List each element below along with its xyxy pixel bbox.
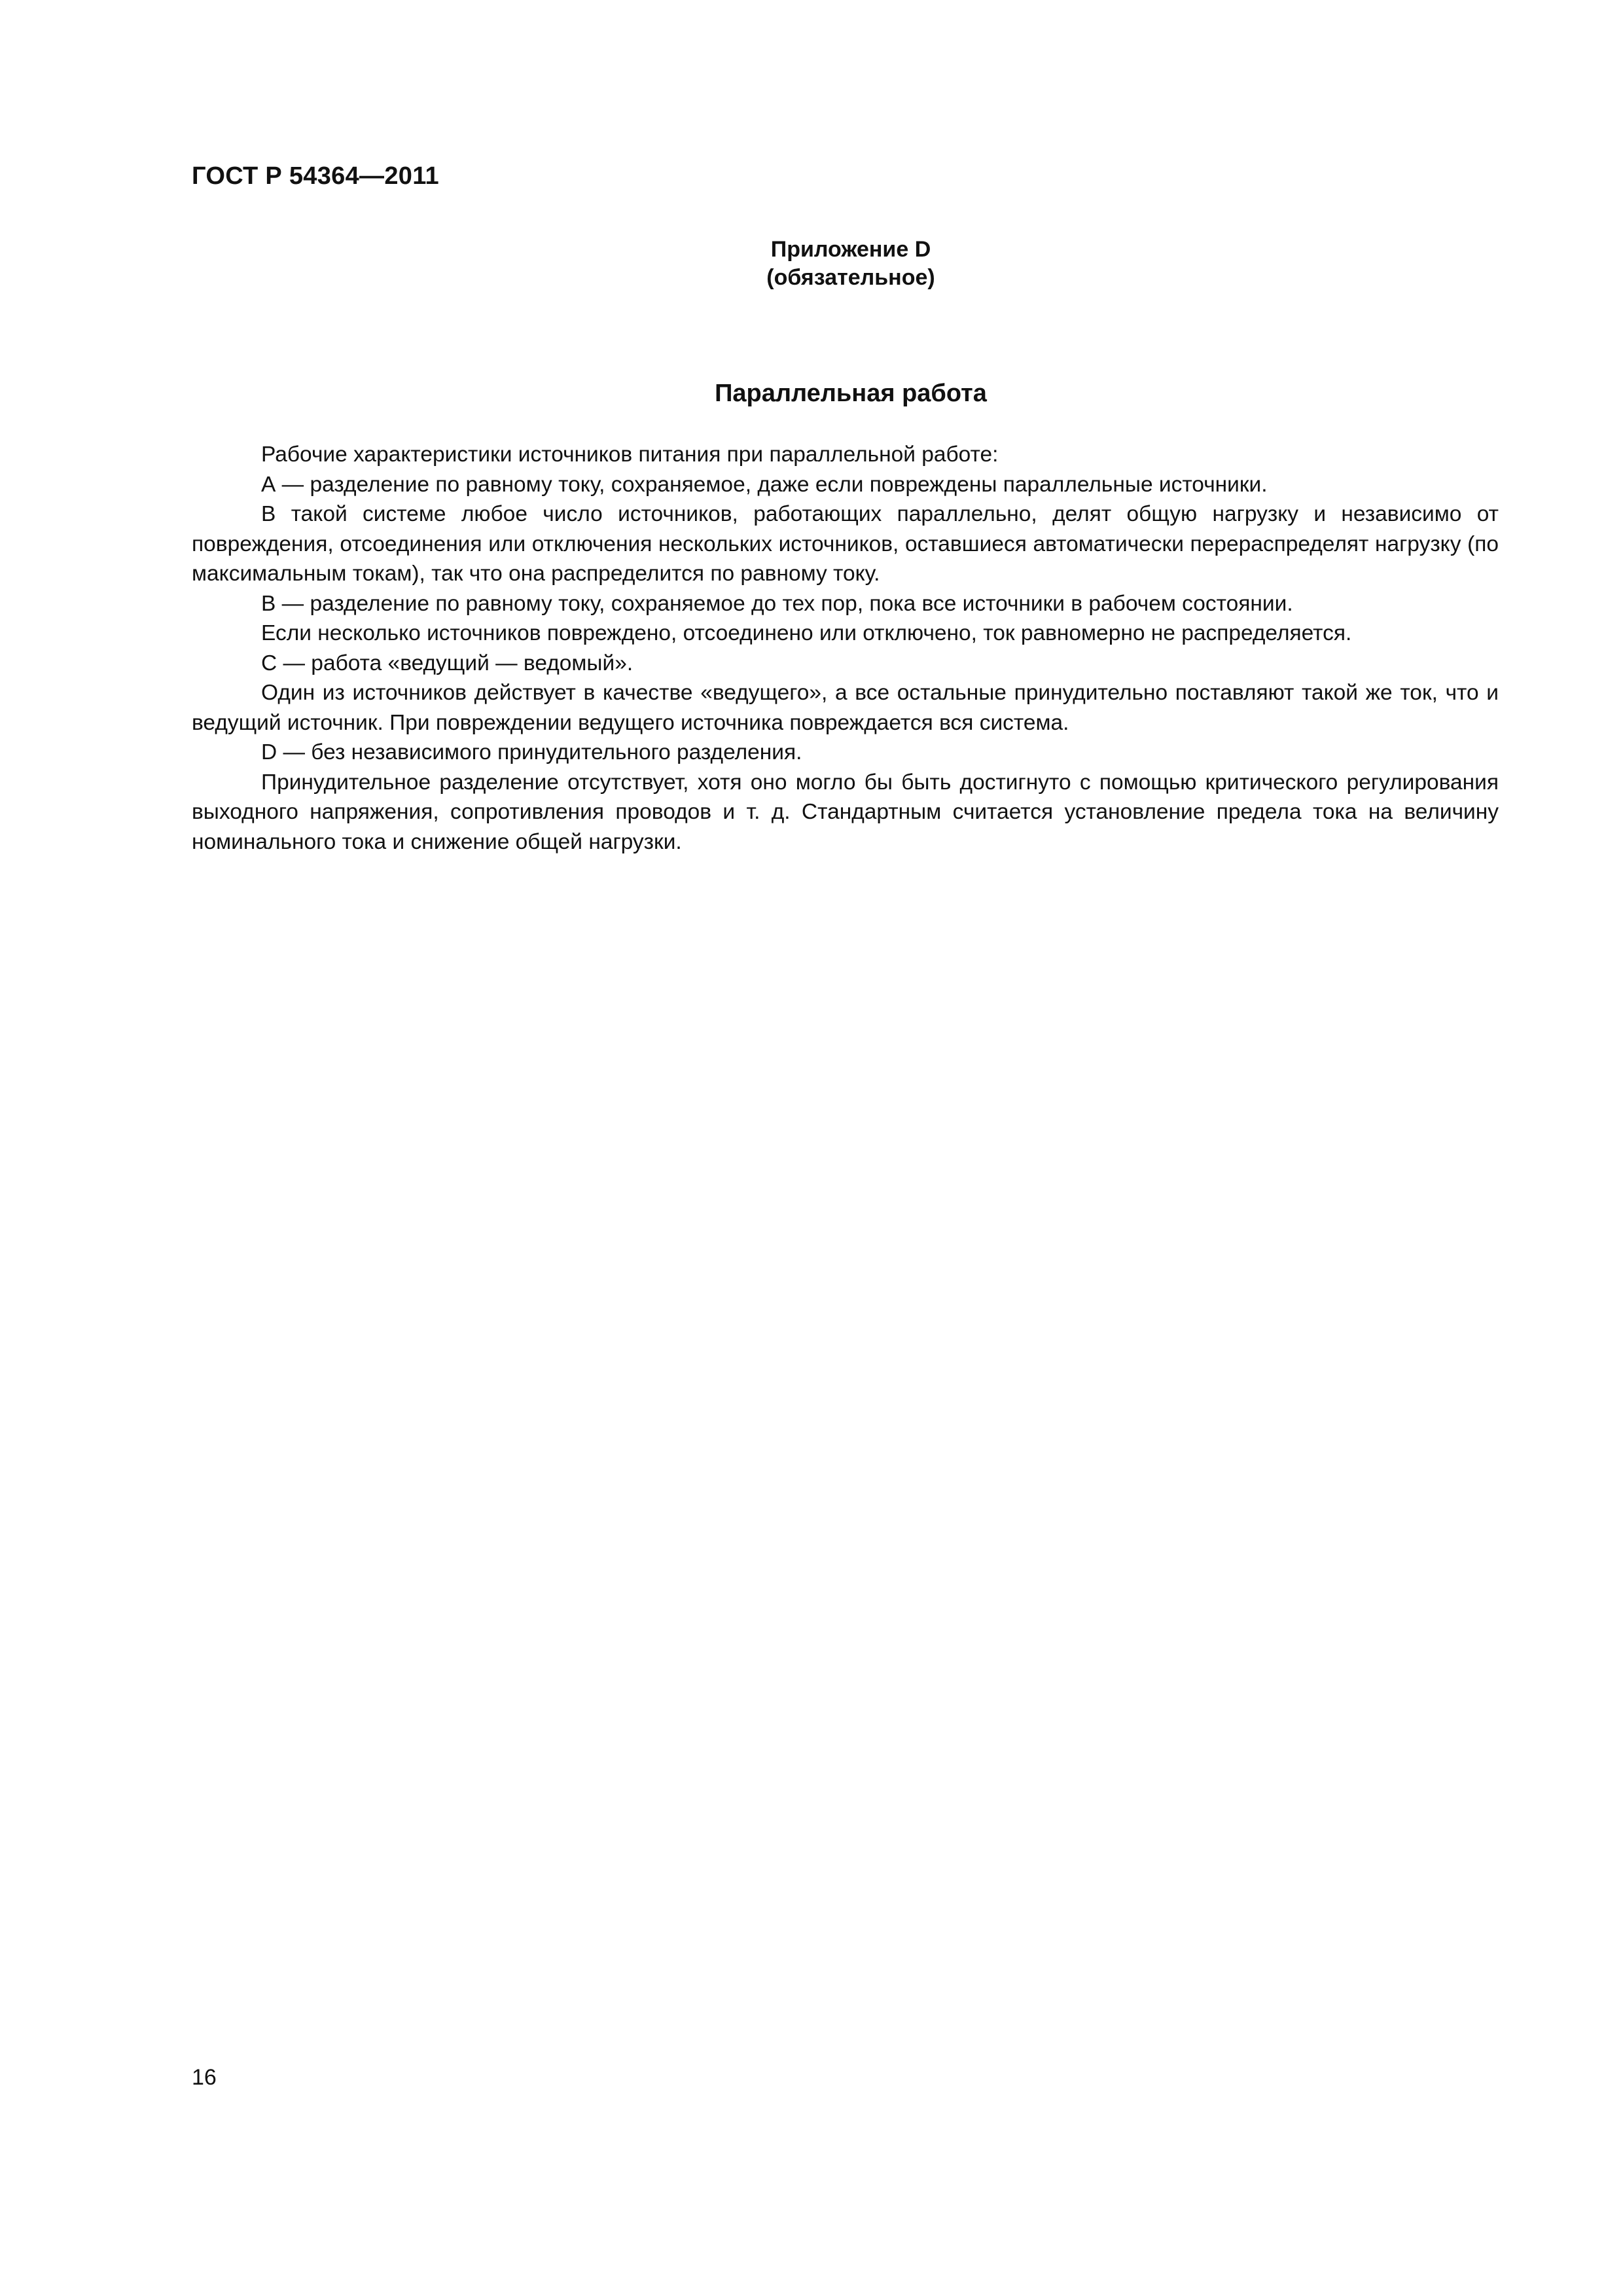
paragraph: С — работа «ведущий — ведомый». (261, 651, 633, 675)
appendix-status: (обязательное) (766, 265, 935, 290)
appendix-title: Приложение D (770, 237, 931, 262)
paragraph: Если несколько источников повреждено, отсоединено или отключено, ток равномерно не распределяется. (261, 621, 1352, 645)
paragraph: Рабочие характеристики источников питания при параллельной работе: (261, 442, 999, 467)
body-text (192, 440, 1499, 857)
paragraph: В — разделение по равному току, сохраняемое до тех пор, пока все источники в рабочем состоянии. (261, 591, 1293, 616)
page-number: 16 (192, 2065, 217, 2090)
paragraph: А — разделение по равному току, сохраняемое, даже если повреждены параллельные источники. (261, 472, 1268, 497)
paragraph: Принудительное разделение отсутствует, хотя оно могло бы быть достигнуто с помощью критического регулирования выходного напряжения, сопротивления проводов и т. д. Стандартным считается установление предела тока на величину номинального тока и снижение общей нагрузки. (192, 770, 1499, 854)
paragraph: D — без независимого принудительного разделения. (261, 740, 802, 764)
section-heading: Параллельная работа (715, 380, 987, 407)
document-code: ГОСТ Р 54364—2011 (192, 162, 439, 190)
paragraph: В такой системе любое число источников, работающих параллельно, делят общую нагрузку и независимо от повреждения, отсоединения или отключения нескольких источников, оставшиеся автоматически перераспределят нагрузку (по максимальным токам), так что она распределится по равному току. (192, 502, 1499, 586)
paragraph: Один из источников действует в качестве «ведущего», а все остальные принудительно поставляют такой же ток, что и ведущий источник. При повреждении ведущего источника повреждается вся система. (192, 681, 1499, 735)
